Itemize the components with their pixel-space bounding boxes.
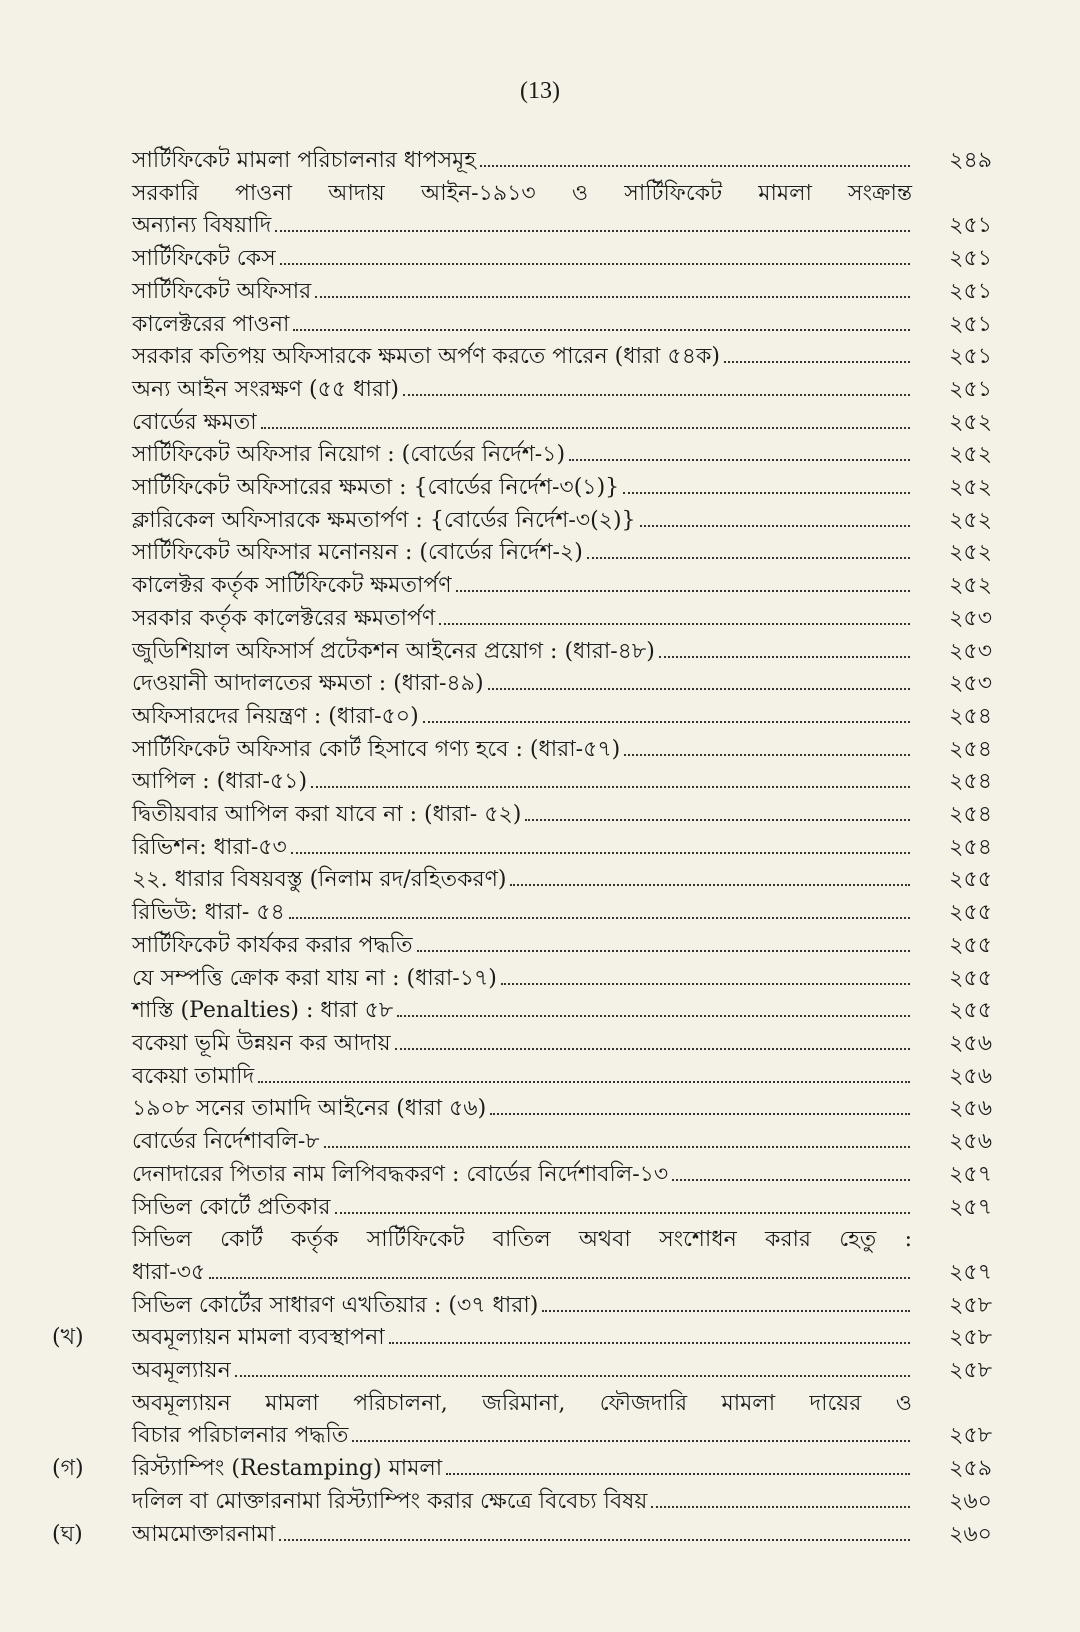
toc-entry <box>0 341 1080 374</box>
dot-leader <box>623 492 910 494</box>
dot-leader <box>280 263 910 265</box>
toc-entry <box>0 505 1080 538</box>
toc-entry <box>0 636 1080 669</box>
toc-entry <box>0 832 1080 865</box>
dot-leader <box>397 1015 910 1017</box>
page-number: (13) <box>520 78 560 104</box>
entry-page-number: ২৫৩ <box>949 638 992 664</box>
dot-leader <box>279 1539 910 1541</box>
dot-leader <box>640 525 910 527</box>
dot-leader <box>439 623 910 625</box>
entry-title: দ্বিতীয়বার আপিল করা যাবে না : (ধারা- ৫২) <box>132 802 522 828</box>
toc-entry <box>0 243 1080 276</box>
entry-title: বকেয়া ভূমি উন্নয়ন কর আদায় <box>132 1030 391 1056</box>
entry-page-number: ২৫৪ <box>949 736 992 762</box>
toc-entry <box>0 309 1080 342</box>
toc-entry <box>0 1519 1080 1552</box>
entry-title: কালেক্টর কর্তৃক সার্টিফিকেট ক্ষমতার্পণ <box>132 573 452 599</box>
entry-title: দলিল বা মোক্তারনামা রিস্ট্যাম্পিং করার ক্ষেত্রে বিবেচ্য বিষয় <box>132 1488 648 1514</box>
toc-entry <box>0 178 1080 243</box>
toc-entry <box>0 668 1080 701</box>
dot-leader <box>488 688 910 690</box>
entry-title: ১৯০৮ সনের তামাদি আইনের (ধারা ৫৬) <box>132 1096 487 1122</box>
entry-page-number: ২৫৫ <box>949 965 992 991</box>
entry-page-number: ২৬০ <box>949 1521 992 1547</box>
dot-leader <box>480 165 910 167</box>
dot-leader <box>417 950 910 952</box>
toc-entry <box>0 1126 1080 1159</box>
entry-page-number: ২৫৮ <box>949 1423 992 1449</box>
entry-page-number: ২৫৮ <box>949 1358 992 1384</box>
dot-leader <box>289 917 910 919</box>
entry-title: ২২. ধারার বিষয়বস্তু (নিলাম রদ/রহিতকরণ) <box>132 867 507 893</box>
toc-entry <box>0 897 1080 930</box>
entry-page-number: ২৫২ <box>949 573 992 599</box>
toc-entry <box>0 1028 1080 1061</box>
dot-leader <box>542 1310 910 1312</box>
dot-leader <box>403 394 910 396</box>
section-marker: (গ) <box>52 1456 84 1482</box>
entry-page-number: ২৫৬ <box>949 1030 992 1056</box>
dot-leader <box>501 983 910 985</box>
dot-leader <box>315 296 910 298</box>
dot-leader <box>261 427 910 429</box>
dot-leader <box>423 721 910 723</box>
dot-leader <box>624 754 910 756</box>
entry-title: অফিসারদের নিয়ন্ত্রণ : (ধারা-৫০) <box>132 703 419 729</box>
dot-leader <box>724 361 910 363</box>
dot-leader <box>525 819 910 821</box>
entry-page-number: ২৫৫ <box>949 932 992 958</box>
toc-entry <box>0 276 1080 309</box>
entry-title: আমমোক্তারনামা <box>132 1521 276 1547</box>
dot-leader <box>275 230 910 232</box>
entry-page-number: ২৫২ <box>949 540 992 566</box>
entry-title: সার্টিফিকেট অফিসারের ক্ষমতা : {বোর্ডের নির্দেশ-৩(১)} <box>132 475 620 501</box>
entry-page-number: ২৫৯ <box>949 1456 992 1482</box>
toc-entry <box>0 995 1080 1028</box>
entry-page-number: ২৫২ <box>949 442 992 468</box>
entry-page-number: ২৫৩ <box>949 671 992 697</box>
entry-page-number: ২৫৭ <box>949 1161 992 1187</box>
entry-page-number: ২৫৬ <box>949 1063 992 1089</box>
entry-title: সার্টিফিকেট অফিসার মনোনয়ন : (বোর্ডের নির্দেশ-২) <box>132 540 583 566</box>
dot-leader <box>395 1048 910 1050</box>
toc-entry <box>0 407 1080 440</box>
section-marker: (ঘ) <box>52 1521 83 1547</box>
toc-entry <box>0 1453 1080 1486</box>
section-marker: (খ) <box>52 1325 84 1351</box>
toc-entry <box>0 472 1080 505</box>
entry-title: ধারা-৩৫ <box>132 1259 206 1285</box>
entry-title: দেনাদারের পিতার নাম লিপিবদ্ধকরণ : বোর্ডের নির্দেশাবলি-১৩ <box>132 1161 669 1187</box>
entry-title: অন্য আইন সংরক্ষণ (৫৫ ধারা) <box>132 376 399 402</box>
entry-page-number: ২৬০ <box>949 1488 992 1514</box>
entry-page-number: ২৫৭ <box>949 1194 992 1220</box>
dot-leader <box>293 329 910 331</box>
toc-entry <box>0 1388 1080 1453</box>
entry-title-line1: সিভিল কোর্ট কর্তৃক সার্টিফিকেট বাতিল অথবা সংশোধন করার হেতু : <box>132 1227 912 1253</box>
dot-leader <box>352 1440 910 1442</box>
entry-page-number: ২৫৪ <box>949 834 992 860</box>
entry-title: সরকার কতিপয় অফিসারকে ক্ষমতা অর্পণ করতে পারেন (ধারা ৫৪ক) <box>132 344 720 370</box>
dot-leader <box>456 590 910 592</box>
toc-entry <box>0 1322 1080 1355</box>
entry-title: সার্টিফিকেট মামলা পরিচালনার ধাপসমূহ <box>132 148 476 173</box>
dot-leader <box>291 852 910 854</box>
entry-title: অবমূল্যায়ন মামলা ব্যবস্থাপনা <box>132 1325 385 1351</box>
entry-page-number: ২৫১ <box>949 246 992 272</box>
toc-entry <box>0 145 1080 178</box>
toc-entry <box>0 1159 1080 1192</box>
entry-title: কালেক্টরের পাওনা <box>132 311 290 337</box>
toc-entry <box>0 963 1080 996</box>
toc-entry <box>0 1093 1080 1126</box>
dot-leader <box>389 1342 910 1344</box>
entry-page-number: ২৫৮ <box>949 1292 992 1318</box>
dot-leader <box>209 1277 910 1279</box>
entry-title: বোর্ডের নির্দেশাবলি-৮ <box>132 1129 320 1155</box>
toc-entry <box>0 1192 1080 1225</box>
entry-title-line1: সরকারি পাওনা আদায় আইন-১৯১৩ ও সার্টিফিকেট মামলা সংক্রান্ত <box>132 180 912 206</box>
dot-leader <box>335 1212 910 1214</box>
entry-title: বিচার পরিচালনার পদ্ধতি <box>132 1423 349 1449</box>
toc-entry <box>0 1061 1080 1094</box>
entry-title: সার্টিফিকেট অফিসার কোর্ট হিসাবে গণ্য হবে : (ধারা-৫৭) <box>132 736 621 762</box>
entry-title: অবমূল্যায়ন <box>132 1358 231 1384</box>
entry-page-number: ২৫২ <box>949 507 992 533</box>
entry-title: বোর্ডের ক্ষমতা <box>132 409 257 435</box>
entry-title: সরকার কর্তৃক কালেক্টরের ক্ষমতার্পণ <box>132 605 436 631</box>
entry-page-number: ২৫৫ <box>949 867 992 893</box>
entry-page-number: ২৫১ <box>949 376 992 402</box>
entry-title: সার্টিফিকেট কেস <box>132 246 276 272</box>
entry-page-number: ২৫২ <box>949 409 992 435</box>
table-of-contents <box>0 145 1080 1551</box>
entry-title: সিভিল কোর্টের সাধারণ এখতিয়ার : (৩৭ ধারা) <box>132 1292 539 1318</box>
entry-title: সার্টিফিকেট কার্যকর করার পদ্ধতি <box>132 932 413 958</box>
toc-entry <box>0 603 1080 636</box>
entry-page-number: ২৫৪ <box>949 769 992 795</box>
entry-page-number: ২৫২ <box>949 475 992 501</box>
toc-entry <box>0 930 1080 963</box>
dot-leader <box>569 459 910 461</box>
entry-page-number: ২৫৮ <box>949 1325 992 1351</box>
dot-leader <box>490 1113 910 1115</box>
entry-page-number: ২৫৬ <box>949 1129 992 1155</box>
entry-title-line1: অবমূল্যায়ন মামলা পরিচালনা, জরিমানা, ফৌজদারি মামলা দায়ের ও <box>132 1390 912 1416</box>
dot-leader <box>651 1506 910 1508</box>
dot-leader <box>324 1146 910 1148</box>
dot-leader <box>235 1375 910 1377</box>
toc-entry <box>0 374 1080 407</box>
toc-entry <box>0 701 1080 734</box>
dot-leader <box>510 884 910 886</box>
entry-page-number: ২৫৪ <box>949 802 992 828</box>
entry-page-number: ২৪৯ <box>949 148 992 173</box>
dot-leader <box>659 656 910 658</box>
entry-page-number: ২৫১ <box>949 344 992 370</box>
toc-entry <box>0 1224 1080 1289</box>
toc-entry <box>0 1290 1080 1323</box>
toc-entry <box>0 537 1080 570</box>
entry-page-number: ২৫১ <box>949 311 992 337</box>
toc-entry <box>0 734 1080 767</box>
entry-title: জুডিশিয়াল অফিসার্স প্রটেকশন আইনের প্রয়োগ : (ধারা-৪৮) <box>132 638 655 664</box>
entry-page-number: ২৫৭ <box>949 1259 992 1285</box>
entry-title: সার্টিফিকেট অফিসার <box>132 278 312 304</box>
entry-title: রিভিউ: ধারা- ৫৪ <box>132 900 285 926</box>
dot-leader <box>672 1179 910 1181</box>
entry-title: আপিল : (ধারা-৫১) <box>132 769 308 795</box>
entry-page-number: ২৫৫ <box>949 998 992 1024</box>
toc-entry <box>0 799 1080 832</box>
entry-page-number: ২৫৫ <box>949 900 992 926</box>
entry-page-number: ২৫৩ <box>949 605 992 631</box>
entry-title: রিস্ট্যাম্পিং (Restamping) মামলা <box>132 1456 443 1482</box>
entry-title: বকেয়া তামাদি <box>132 1063 255 1089</box>
dot-leader <box>446 1473 910 1475</box>
entry-title: যে সম্পত্তি ক্রোক করা যায় না : (ধারা-১৭) <box>132 965 497 991</box>
toc-entry <box>0 1355 1080 1388</box>
entry-page-number: ২৫৬ <box>949 1096 992 1122</box>
entry-title: সার্টিফিকেট অফিসার নিয়োগ : (বোর্ডের নির্দেশ-১) <box>132 442 566 468</box>
entry-page-number: ২৫৪ <box>949 703 992 729</box>
toc-entry <box>0 570 1080 603</box>
dot-leader <box>311 786 910 788</box>
toc-entry <box>0 439 1080 472</box>
entry-title: শাস্তি (Penalties) : ধারা ৫৮ <box>132 998 394 1024</box>
entry-page-number: ২৫১ <box>949 278 992 304</box>
entry-title: রিভিশন: ধারা-৫৩ <box>132 834 287 860</box>
entry-title: দেওয়ানী আদালতের ক্ষমতা : (ধারা-৪৯) <box>132 671 484 697</box>
toc-entry <box>0 864 1080 897</box>
toc-entry <box>0 1486 1080 1519</box>
dot-leader <box>587 557 910 559</box>
toc-entry <box>0 766 1080 799</box>
dot-leader <box>258 1081 910 1083</box>
entry-title: ক্লারিকেল অফিসারকে ক্ষমতার্পণ : {বোর্ডের নির্দেশ-৩(২)} <box>132 507 636 533</box>
entry-page-number: ২৫১ <box>949 213 992 239</box>
entry-title: অন্যান্য বিষয়াদি <box>132 213 272 239</box>
entry-title: সিভিল কোর্টে প্রতিকার <box>132 1194 331 1220</box>
